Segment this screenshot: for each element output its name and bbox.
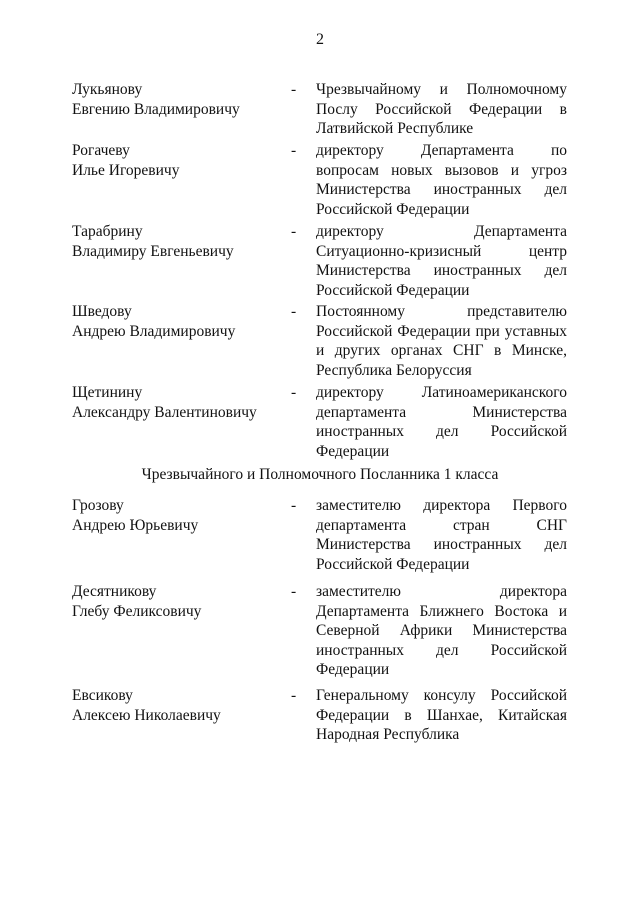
surname: Десятникову — [72, 583, 157, 600]
person-name — [72, 141, 282, 180]
person-name — [72, 686, 282, 725]
person-name — [72, 80, 282, 119]
given-names: Глебу Феликсовичу — [72, 602, 202, 620]
surname: Лукьянову — [72, 81, 143, 98]
page-number: 2 — [316, 31, 324, 48]
given-names: Илье Игоревичу — [72, 161, 180, 179]
dash: - — [291, 497, 297, 514]
dash: - — [291, 81, 297, 98]
dash: - — [291, 142, 297, 159]
position-text: Генеральному консулу Российской Федерации в Шанхае, Китайская Народная Республика — [316, 687, 567, 743]
given-names: Андрею Юрьевичу — [72, 516, 199, 534]
surname: Тарабрину — [72, 223, 143, 240]
dash: - — [291, 583, 297, 600]
position-text: Постоянному представителю Российской Федерации при уставных и других органах СНГ в Минске, Республика Белоруссия — [316, 303, 567, 379]
person-name — [72, 383, 282, 422]
surname: Рогачеву — [72, 142, 130, 159]
surname: Щетинину — [72, 384, 143, 401]
section-heading: Чрезвычайного и Полномочного Посланника 1 класса — [141, 466, 499, 483]
dash: - — [291, 687, 297, 704]
dash: - — [291, 223, 297, 240]
dash: - — [291, 303, 297, 320]
person-name — [72, 222, 282, 261]
position-text: Чрезвычайному и Полномочному Послу Российской Федерации в Латвийской Республике — [316, 81, 567, 137]
given-names: Андрею Владимировичу — [72, 322, 236, 340]
given-names: Александру Валентиновичу — [72, 403, 257, 421]
given-names: Евгению Владимировичу — [72, 100, 240, 118]
position-text: директору Департамента Ситуационно-кризисный центр Министерства иностранных дел Российской Федерации — [316, 223, 567, 299]
person-name — [72, 302, 282, 341]
person-name — [72, 582, 282, 621]
surname: Грозову — [72, 497, 124, 514]
position-text: заместителю директора Первого департамента стран СНГ Министерства иностранных дел Российской Федерации — [316, 497, 567, 573]
position-text: директору Департамента по вопросам новых вызовов и угроз Министерства иностранных дел Российской Федерации — [316, 142, 567, 218]
person-name — [72, 496, 282, 535]
given-names: Алексею Николаевичу — [72, 706, 221, 724]
position-text: директору Латиноамериканского департамента Министерства иностранных дел Российской Федерации — [316, 384, 567, 460]
position-text: заместителю директора Департамента Ближнего Востока и Северной Африки Министерства иностранных дел Российской Федерации — [316, 583, 567, 678]
surname: Шведову — [72, 303, 132, 320]
dash: - — [291, 384, 297, 401]
surname: Евсикову — [72, 687, 133, 704]
given-names: Владимиру Евгеньевичу — [72, 242, 234, 260]
